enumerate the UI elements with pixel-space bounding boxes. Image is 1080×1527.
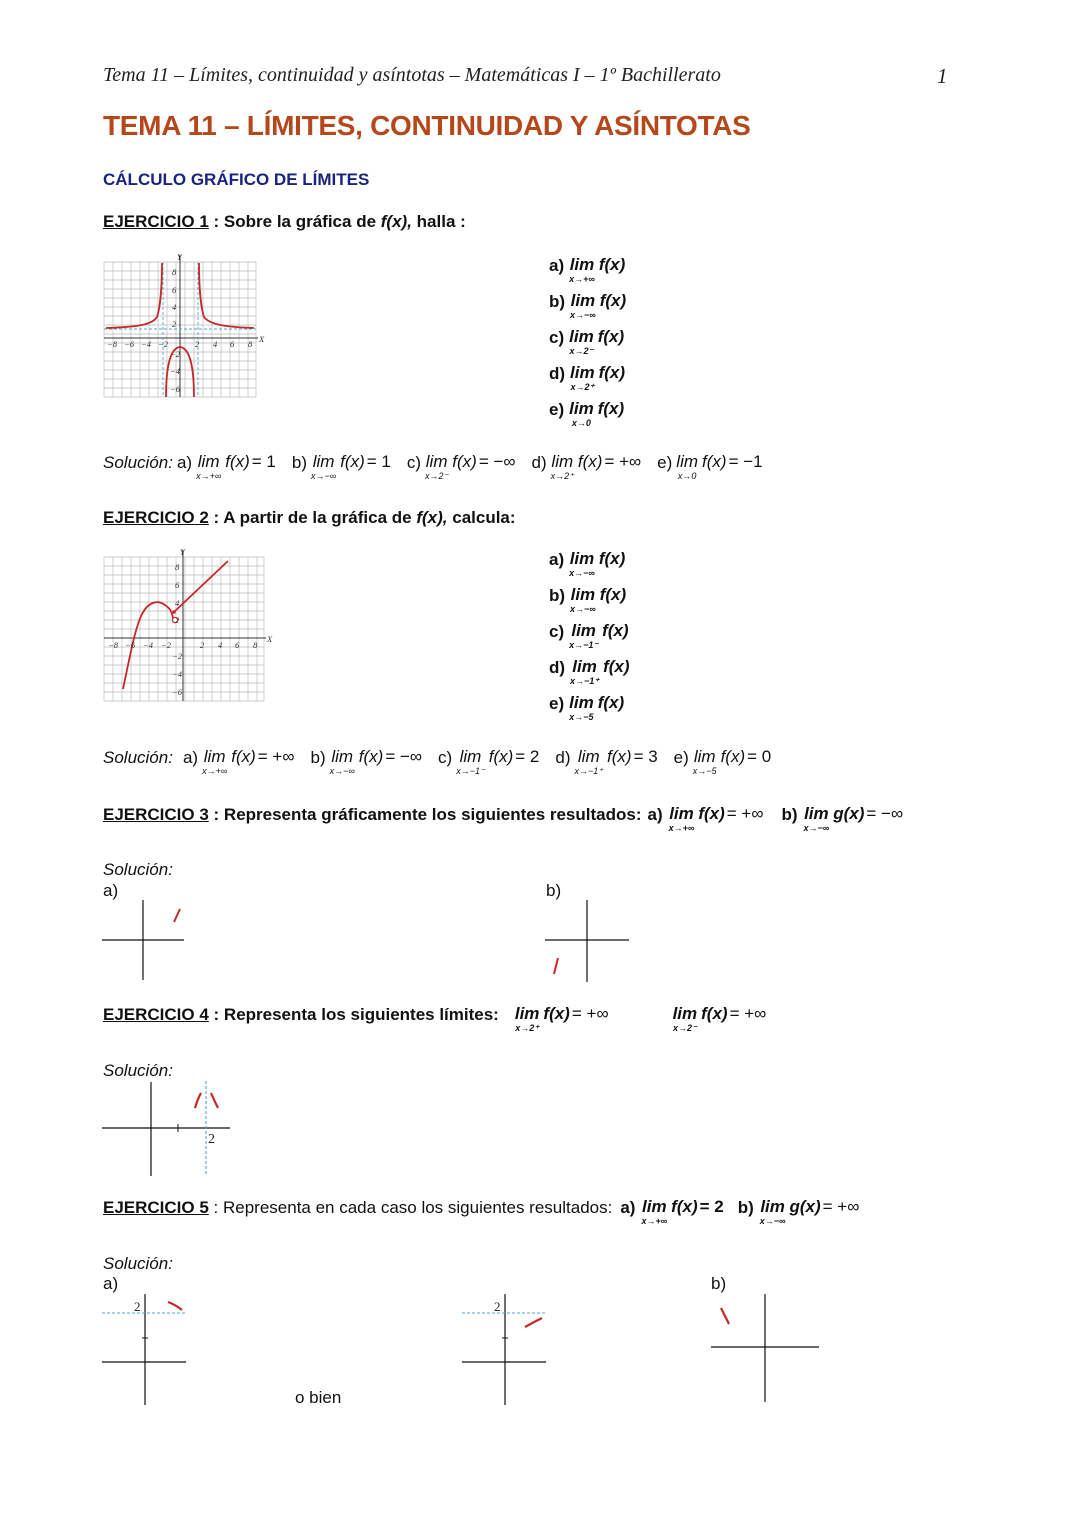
curve-from-below (525, 1318, 542, 1327)
svg-text:6: 6 (235, 640, 240, 650)
svg-text:8: 8 (172, 267, 177, 277)
curve-arrow-down (554, 958, 558, 974)
limit-expression: a) lim x→+∞ f (x) = 2 (620, 1197, 724, 1226)
solution-item: d) lim x→−1⁺ f(x) = 3 (555, 747, 658, 776)
solution-item: a) lim x→+∞ f(x) = +∞ (182, 747, 295, 776)
curve-right-of-asymptote (211, 1093, 218, 1108)
svg-text:4: 4 (172, 302, 177, 312)
svg-text:6: 6 (175, 580, 180, 590)
page-number: 1 (937, 64, 948, 88)
solution-item: a) lim x→+∞ f(x) = 1 (176, 452, 276, 481)
tick-label: 2 (494, 1299, 501, 1314)
exercise-4-label: EJERCICIO 4 (103, 1005, 209, 1024)
curve-arrow-up-left (721, 1308, 729, 1324)
svg-text:−8: −8 (108, 640, 118, 650)
exercise-4-sketch (102, 1080, 232, 1178)
svg-text:4: 4 (218, 640, 223, 650)
svg-text:2: 2 (195, 339, 200, 349)
svg-text:X: X (259, 334, 265, 344)
part-b-label: b) (546, 881, 562, 900)
svg-text:4: 4 (175, 598, 180, 608)
exercise-text: : A partir de la gráfica de (208, 508, 417, 527)
solution-item: d) lim x→2⁺ f(x) = +∞ (531, 452, 642, 481)
question-item: d) lim x→2⁺ f(x) (549, 363, 626, 392)
question-item: a) lim x→+∞ f(x) (549, 255, 626, 284)
svg-text:6: 6 (172, 285, 177, 295)
exercise-3-statement (103, 805, 903, 833)
solution-label: Solución: (103, 748, 173, 767)
exercise-2-label: EJERCICIO 2 (103, 508, 209, 527)
svg-text:8: 8 (248, 339, 253, 349)
tick-label: 2 (134, 1299, 141, 1314)
solution-item: e) lim x→−5 f(x) = 0 (673, 747, 772, 776)
exercise-2-statement (103, 508, 516, 528)
solution-label: Solución: (103, 453, 173, 472)
svg-text:−4: −4 (172, 669, 182, 679)
limit-expression: b) lim x→−∞ g (x) = +∞ (737, 1197, 860, 1226)
question-item: e) lim x→−5 f(x) (549, 693, 625, 722)
exercise-text: : Representa gráficamente los siguientes resultados: (208, 805, 642, 824)
exercise-5a-sketch-2 (462, 1292, 550, 1408)
exercise-1-graph (102, 253, 267, 399)
svg-text:−2: −2 (158, 339, 168, 349)
exercise-5-statement (103, 1198, 859, 1226)
svg-text:−4: −4 (170, 366, 180, 376)
limit-expression: a) lim x→+∞ f (x) = +∞ (647, 804, 764, 833)
function-name: f(x), (416, 508, 448, 527)
exercise-1-questions (549, 256, 626, 436)
svg-text:2: 2 (172, 319, 177, 329)
exercise-1-solution (103, 453, 763, 481)
curve-right-line (174, 561, 228, 612)
question-item: a) lim x→−∞ f(x) (549, 549, 626, 578)
exercise-2-questions (549, 550, 630, 730)
svg-text:2: 2 (200, 640, 205, 650)
exercise-5b-sketch (709, 1292, 821, 1404)
closed-point (172, 610, 176, 614)
question-item: b) lim x→−∞ f(x) (549, 291, 627, 320)
curve-left-branch (106, 263, 162, 328)
svg-text:6: 6 (230, 339, 235, 349)
exercise-5a-sketch-1 (102, 1292, 190, 1408)
running-header: Tema 11 – Límites, continuidad y asíntotas – Matemáticas I – 1º Bachillerato (103, 64, 721, 86)
exercise-3a-sketch (102, 898, 186, 982)
question-item: b) lim x→−∞ f(x) (549, 585, 627, 614)
svg-text:−6: −6 (172, 687, 182, 697)
question-item: d) lim x→−1⁺ f(x) (549, 657, 630, 686)
exercise-1-label: EJERCICIO 1 (103, 212, 209, 231)
exercise-2-solution (103, 748, 771, 776)
exercise-5-label: EJERCICIO 5 (103, 1198, 209, 1217)
svg-text:X: X (267, 634, 273, 644)
limit-expression: lim x→2⁺ f(x) = +∞ (514, 1004, 609, 1033)
solution-item: c) lim x→−1⁻ f(x) = 2 (438, 747, 540, 776)
or-text: o bien (295, 1388, 342, 1407)
exercise-text: : Representa los siguientes límites: (208, 1005, 499, 1024)
part-b-label: b) (711, 1274, 727, 1293)
solution-item: b) lim x→−∞ f(x) = 1 (291, 452, 391, 481)
exercise-3-solution-label: Solución: (103, 860, 173, 879)
exercise-4-statement (103, 1005, 766, 1033)
svg-text:Y: Y (177, 253, 182, 262)
part-a-label: a) (103, 881, 119, 900)
solution-item: e) lim x→0 f(x) = −1 (657, 452, 763, 481)
tick-label: 2 (208, 1132, 215, 1147)
exercise-text: : Representa en cada caso los siguientes resultados: (208, 1198, 613, 1217)
curve-arrow-up (174, 909, 180, 922)
svg-text:Y: Y (180, 547, 185, 557)
limit-expression: lim x→2⁻ f(x) = +∞ (672, 1004, 767, 1033)
exercise-5-solution-label: Solución: (103, 1254, 173, 1273)
svg-text:−6: −6 (170, 384, 180, 394)
exercise-text: halla : (411, 212, 466, 231)
svg-text:−2: −2 (161, 640, 171, 650)
curve-left-of-asymptote (195, 1093, 201, 1108)
exercise-4-solution-label: Solución: (103, 1061, 173, 1080)
svg-text:8: 8 (253, 640, 258, 650)
function-name: f(x), (380, 212, 412, 231)
svg-text:−2: −2 (170, 349, 180, 359)
exercise-1-statement (103, 212, 466, 232)
exercise-text: calcula: (447, 508, 516, 527)
svg-text:4: 4 (213, 339, 218, 349)
curve-from-above (168, 1302, 182, 1310)
exercise-2-graph (102, 546, 274, 706)
svg-text:8: 8 (175, 562, 180, 572)
question-item: c) lim x→2⁻ f(x) (549, 327, 625, 356)
question-item: c) lim x→−1⁻ f(x) (549, 621, 629, 650)
exercise-3-label: EJERCICIO 3 (103, 805, 209, 824)
svg-text:−6: −6 (125, 640, 135, 650)
svg-text:−2: −2 (172, 651, 182, 661)
svg-text:−4: −4 (141, 339, 151, 349)
svg-text:−8: −8 (107, 339, 117, 349)
svg-text:−4: −4 (143, 640, 153, 650)
curve-right-branch (199, 263, 254, 328)
page-title: TEMA 11 – LÍMITES, CONTINUIDAD Y ASÍNTOTAS (103, 110, 751, 141)
question-item: e) lim x→0 f(x) (549, 399, 625, 428)
exercise-text: : Sobre la gráfica de (208, 212, 381, 231)
section-heading: CÁLCULO GRÁFICO DE LÍMITES (103, 170, 370, 189)
limit-expression: b) lim x→−∞ g (x) = −∞ (781, 804, 904, 833)
svg-text:−6: −6 (124, 339, 134, 349)
solution-item: b) lim x→−∞ f(x) = −∞ (310, 747, 423, 776)
exercise-3b-sketch (545, 898, 631, 984)
svg-text:2: 2 (175, 615, 180, 625)
solution-item: c) lim x→2⁻ f(x) = −∞ (406, 452, 516, 481)
part-a-label: a) (103, 1274, 119, 1293)
